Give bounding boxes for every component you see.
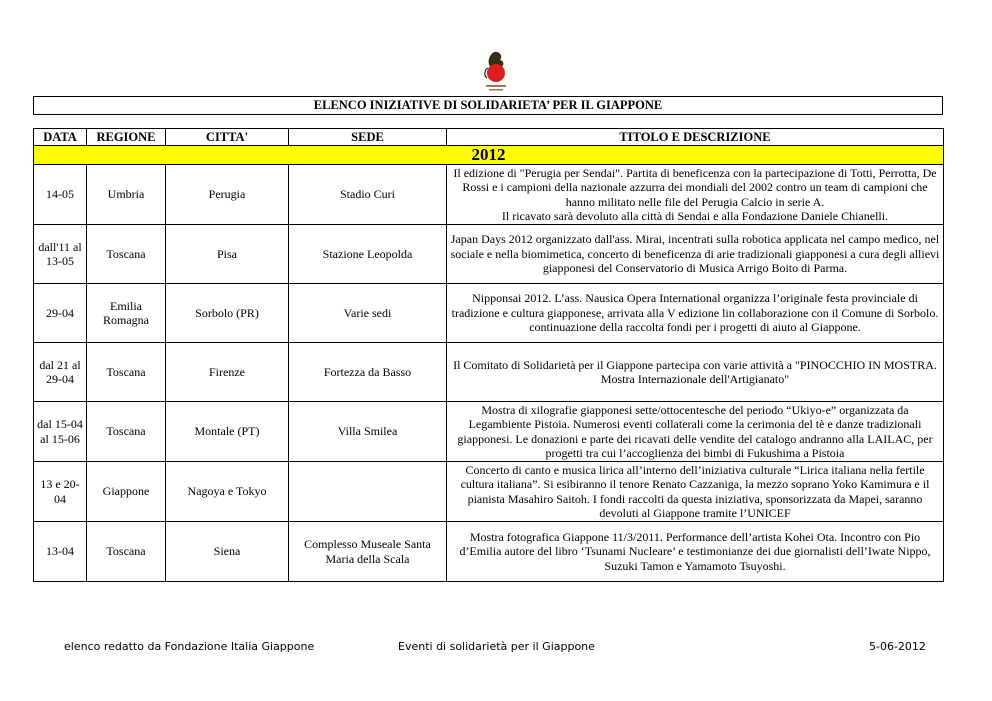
- cell-descrizione: Concerto di canto e musica lirica all’interno dell’iniziativa culturale “Lirica italiana nella fertile cultura italiana”. Si esibiranno il tenore Renato Cazzaniga, la mezzo soprano Yoko Kamimura e il pianista Masahiro Saitoh. I fondi raccolti da questa iniziativa, sponsorizzata da Mapei, saranno devoluti al Giappone tramite l’UNICEF: [447, 462, 944, 522]
- fondazione-logo-icon: [474, 48, 518, 92]
- cell-regione: Toscana: [87, 522, 166, 582]
- cell-regione: Umbria: [87, 165, 166, 225]
- column-header-titolo: TITOLO E DESCRIZIONE: [447, 129, 944, 146]
- table-row: [34, 165, 944, 225]
- cell-citta: Pisa: [166, 225, 289, 284]
- table-header-row: [34, 129, 944, 146]
- cell-sede: Varie sedi: [289, 284, 447, 343]
- cell-descrizione: [447, 165, 944, 225]
- cell-regione: Toscana: [87, 225, 166, 284]
- events-table: [33, 128, 944, 582]
- cell-data: dal 21 al 29-04: [34, 343, 87, 402]
- column-header-citta: CITTA': [166, 129, 289, 146]
- cell-descrizione: Mostra di xilografie giapponesi sette/ottocentesche del periodo “Ukiyo-e” organizzata da Legambiente Pistoia. Numerosi eventi collaterali come la cerimonia del tè e danze tradizionali giapponesi. Le donazioni e parte dei ricavati delle vendite del catalogo andranno alla LAILAC, per progetti tra cui l’accoglienza dei bimbi di Fukushima a Pistoia: [447, 402, 944, 462]
- cell-data: dall'11 al 13-05: [34, 225, 87, 284]
- page-title: ELENCO INIZIATIVE DI SOLIDARIETA’ PER IL GIAPPONE: [33, 96, 943, 115]
- cell-sede: Villa Smilea: [289, 402, 447, 462]
- cell-descrizione: Nipponsai 2012. L’ass. Nausica Opera International organizza l’originale festa provinciale di tradizione e cultura giapponese, arrivata alla V edizione lin collaborazione con il Comune di Sorbolo. continuazione della raccolta fondi per i progetti di aiuto al Giappone.: [447, 284, 944, 343]
- year-row: [34, 146, 944, 165]
- cell-sede: Stadio Curi: [289, 165, 447, 225]
- cell-citta: Firenze: [166, 343, 289, 402]
- cell-sede: Complesso Museale Santa Maria della Scala: [289, 522, 447, 582]
- table-row: [34, 462, 944, 522]
- table-row: [34, 522, 944, 582]
- year-label: 2012: [34, 146, 944, 165]
- column-header-regione: REGIONE: [87, 129, 166, 146]
- cell-regione: Toscana: [87, 343, 166, 402]
- table-row: [34, 284, 944, 343]
- cell-regione: Giappone: [87, 462, 166, 522]
- footer-left: elenco redatto da Fondazione Italia Giappone: [64, 640, 315, 653]
- cell-regione: Toscana: [87, 402, 166, 462]
- cell-data: 14-05: [34, 165, 87, 225]
- column-header-sede: SEDE: [289, 129, 447, 146]
- cell-descrizione: Mostra fotografica Giappone 11/3/2011. Performance dell’artista Kohei Ota. Incontro con Pio d’Emilia autore del libro ‘Tsunami Nucleare’ e testimonianze dei due giornalisti dell’Iwate Nippo, Suzuki Tamon e Yamamoto Tsuyoshi.: [447, 522, 944, 582]
- cell-citta: Perugia: [166, 165, 289, 225]
- cell-citta: Nagoya e Tokyo: [166, 462, 289, 522]
- descrizione-text-2: Il ricavato sarà devoluto alla città di Sendai e alla Fondazione Daniele Chianelli.: [501, 209, 889, 223]
- cell-data: 13-04: [34, 522, 87, 582]
- footer-center: Eventi di solidarietà per il Giappone: [398, 640, 595, 653]
- cell-citta: Siena: [166, 522, 289, 582]
- descrizione-text: Il edizione di "Perugia per Sendai". Partita di beneficenza con la partecipazione di Totti, Perrotta, De Rossi e i campioni della nazionale azzurra dei mondiali del 2002 contro un team di campioni che hanno militato nelle file del Perugia Calcio in serie A.: [453, 165, 937, 209]
- cell-sede: Fortezza da Basso: [289, 343, 447, 402]
- cell-data: 29-04: [34, 284, 87, 343]
- table-row: [34, 402, 944, 462]
- cell-data: 13 e 20-04: [34, 462, 87, 522]
- cell-descrizione: Il Comitato di Solidarietà per il Giappone partecipa con varie attività a "PINOCCHIO IN MOSTRA. Mostra Internazionale dell'Artigianato": [447, 343, 944, 402]
- footer-date: 5-06-2012: [869, 640, 926, 653]
- cell-citta: Montale (PT): [166, 402, 289, 462]
- cell-descrizione: Japan Days 2012 organizzato dall'ass. Mirai, incentrati sulla robotica applicata nel campo medico, nel sociale e nella biomimetica, concerto di beneficenza di arie tradizionali giapponesi a cura degli allievi giapponesi del Conservatorio di Musica Arrigo Boito di Parma.: [447, 225, 944, 284]
- table-row: [34, 225, 944, 284]
- column-header-data: DATA: [34, 129, 87, 146]
- table-row: [34, 343, 944, 402]
- cell-sede: Stazione Leopolda: [289, 225, 447, 284]
- cell-citta: Sorbolo (PR): [166, 284, 289, 343]
- cell-data: dal 15-04 al 15-06: [34, 402, 87, 462]
- cell-sede: [289, 462, 447, 522]
- cell-regione: Emilia Romagna: [87, 284, 166, 343]
